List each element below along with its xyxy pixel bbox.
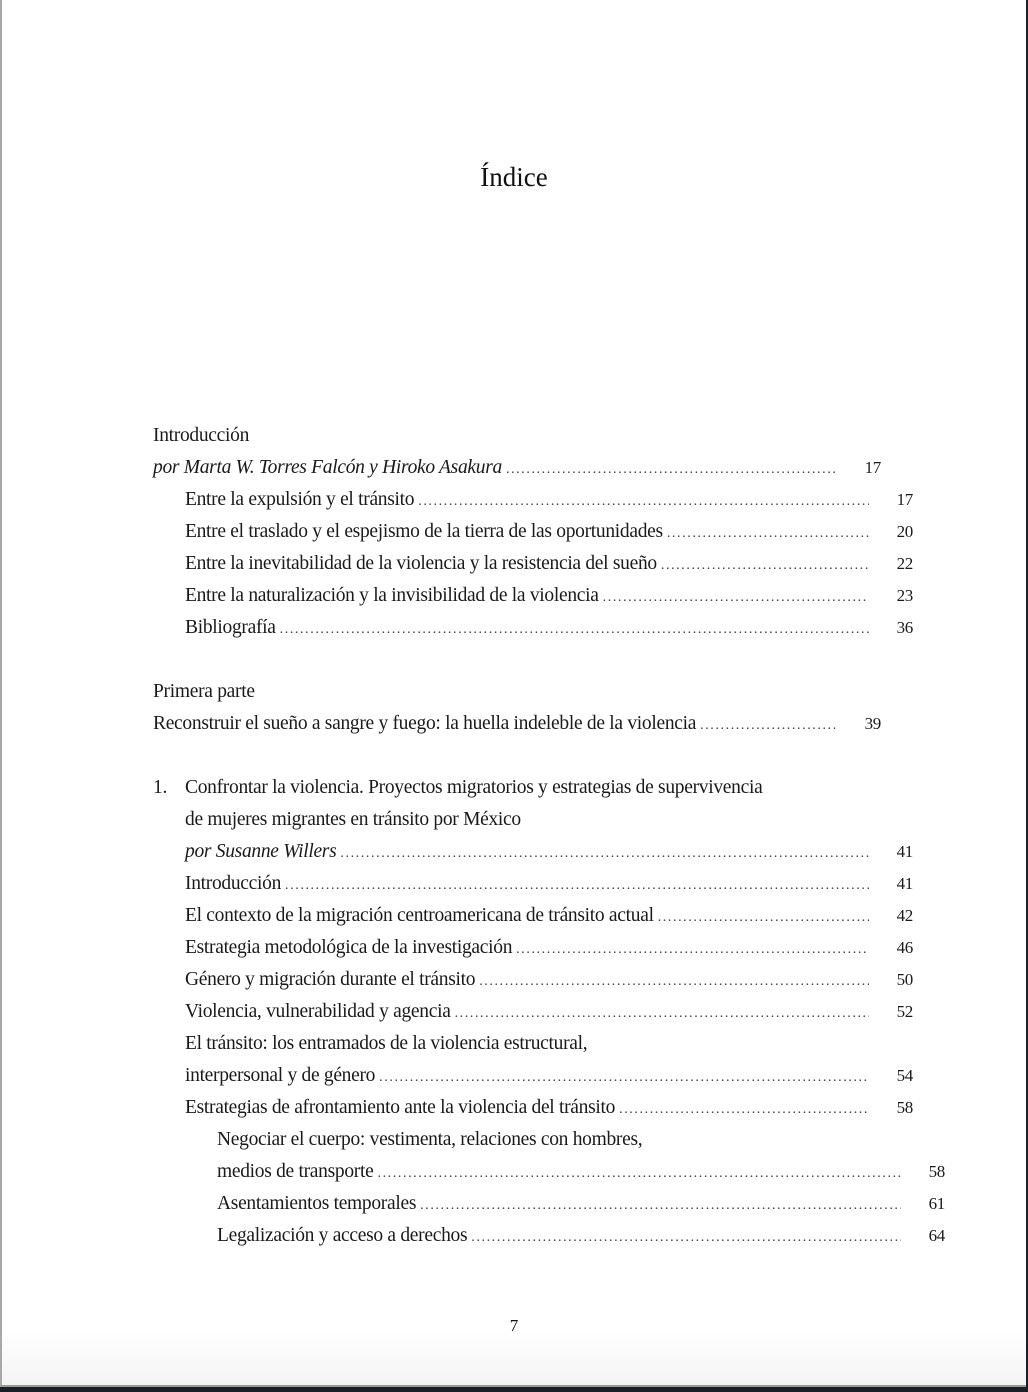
leader-dots [516,934,869,966]
chapter-number: 1. [153,777,168,798]
toc-page-number: 20 [896,522,913,541]
toc-entry-part-title[interactable] [153,708,881,740]
toc-page-number: 64 [928,1226,945,1245]
toc-page-number: 52 [896,1002,913,1021]
toc-chapter-title-cont[interactable] [153,804,913,836]
toc-entry[interactable] [153,484,913,516]
toc-entry[interactable] [153,932,913,964]
toc-entry-text-line1: El tránsito: los entramados de la violencia estructural, [185,1033,588,1054]
leader-dots [471,1222,901,1254]
leader-dots [506,454,837,486]
leader-dots [700,710,837,742]
toc-entry[interactable] [153,580,913,612]
toc-entry-text: Género y migración durante el tránsito [185,969,476,990]
toc-page-number: 42 [896,906,913,925]
leader-dots [420,1190,901,1222]
toc-page-number: 17 [896,490,913,509]
chapter-title-line1: Confrontar la violencia. Proyectos migratorios y estrategias de supervivencia [185,777,763,798]
leader-dots [667,518,869,550]
leader-dots [379,1062,869,1094]
toc-entry-text: Estrategias de afrontamiento ante la violencia del tránsito [185,1097,616,1118]
toc-heading-primera-parte: Primera parte [153,681,255,702]
toc-page-number: 36 [896,618,913,637]
leader-dots [479,966,869,998]
toc-entry-text: Legalización y acceso a derechos [217,1225,468,1246]
leader-dots [619,1094,869,1126]
toc-entry[interactable] [153,900,913,932]
toc-entry-text: Entre la naturalización y la invisibilidad de la violencia [185,585,599,606]
toc-entry-text: por Marta W. Torres Falcón y Hiroko Asakura [153,457,502,478]
toc-page-number: 23 [896,586,913,605]
toc-entry-text: Reconstruir el sueño a sangre y fuego: la huella indeleble de la violencia [153,713,697,734]
toc-heading-introduccion: Introducción [153,425,250,446]
leader-dots [280,614,869,646]
spacer [153,644,883,676]
toc-entry-multiline[interactable] [153,1028,913,1060]
toc-chapter-title[interactable] [153,772,881,804]
leader-dots [285,870,869,902]
toc-entry[interactable] [153,612,913,644]
toc-entry-text: Violencia, vulnerabilidad y agencia [185,1001,451,1022]
toc-page-number: 17 [864,458,881,477]
toc-entry-text-line2: medios de transporte [217,1161,374,1182]
toc-entry-text: Entre la expulsión y el tránsito [185,489,415,510]
leader-dots [455,998,869,1030]
toc-entry-byline[interactable] [153,452,881,484]
page-title: Índice [480,162,548,192]
toc-subentry[interactable] [153,1188,945,1220]
toc-page-number: 58 [928,1162,945,1181]
leader-dots [418,486,869,518]
leader-dots [377,1158,901,1190]
leader-dots [661,550,869,582]
toc-subentry-multiline[interactable] [153,1124,945,1156]
toc-subentry-multiline-cont[interactable] [153,1156,945,1188]
toc-entry[interactable] [153,548,913,580]
toc-entry-text: Asentamientos temporales [217,1193,417,1214]
toc-entry-text: Entre el traslado y el espejismo de la tierra de las oportunidades [185,521,663,542]
toc-subentry[interactable] [153,1220,945,1252]
toc-page-number: 58 [896,1098,913,1117]
toc-entry[interactable] [153,996,913,1028]
toc-page-number: 41 [896,874,913,893]
toc-entry-text-line2: interpersonal y de género [185,1065,376,1086]
toc-entry[interactable] [153,964,913,996]
leader-dots [603,582,869,614]
toc-entry-byline[interactable] [153,836,913,868]
toc-entry-text: El contexto de la migración centroamericana de tránsito actual [185,905,654,926]
spacer [153,740,883,772]
toc-entry-text: Entre la inevitabilidad de la violencia y la resistencia del sueño [185,553,657,574]
leader-dots [658,902,869,934]
toc-page-number: 41 [896,842,913,861]
toc-page-number: 50 [896,970,913,989]
toc-entry-multiline-cont[interactable] [153,1060,913,1092]
toc-page-number: 46 [896,938,913,957]
table-of-contents [153,420,945,1252]
toc-page-number: 61 [928,1194,945,1213]
toc-entry-text-line1: Negociar el cuerpo: vestimenta, relaciones con hombres, [217,1129,643,1150]
page-number: 7 [509,1316,519,1335]
leader-dots [340,838,869,870]
toc-entry-text: Estrategia metodológica de la investigación [185,937,513,958]
chapter-title-line2: de mujeres migrantes en tránsito por México [185,809,521,830]
toc-entry[interactable] [153,516,913,548]
toc-page-number: 22 [896,554,913,573]
toc-entry-text: Introducción [185,873,282,894]
toc-page-number: 39 [864,714,881,733]
toc-entry[interactable] [153,868,913,900]
toc-page-number: 54 [896,1066,913,1085]
toc-entry-text: Bibliografía [185,617,276,638]
toc-entry[interactable] [153,1092,913,1124]
toc-entry-text: por Susanne Willers [185,841,337,862]
